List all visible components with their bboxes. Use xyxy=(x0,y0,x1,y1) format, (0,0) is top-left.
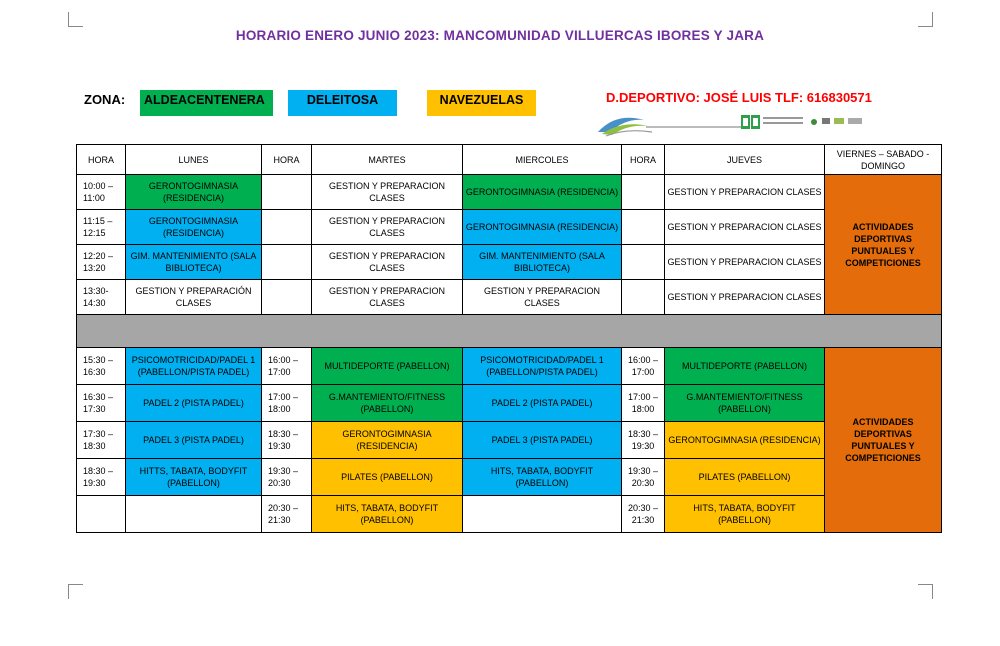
time-cell: 13:30- 14:30 xyxy=(77,280,126,315)
activity-cell: GESTION Y PREPARACION CLASES xyxy=(312,210,463,245)
activity-cell: PSICOMOTRICIDAD/PADEL 1 (PABELLON/PISTA PADEL) xyxy=(126,348,262,385)
activity-cell: PSICOMOTRICIDAD/PADEL 1 (PABELLON/PISTA PADEL) xyxy=(463,348,622,385)
mancomunidad-logo-icon xyxy=(598,118,742,136)
partner-logos-icon xyxy=(811,118,862,125)
header-lunes: LUNES xyxy=(126,145,262,175)
coordinator-contact: D.DEPORTIVO: JOSÉ LUIS TLF: 616830571 xyxy=(606,90,872,105)
empty-cell xyxy=(622,210,665,245)
header-row xyxy=(77,145,942,175)
activity-cell: PADEL 2 (PISTA PADEL) xyxy=(126,385,262,422)
activity-cell: PILATES (PABELLON) xyxy=(665,459,825,496)
table-row xyxy=(77,210,942,245)
activity-cell: GERONTOGIMNASIA (RESIDENCIA) xyxy=(463,210,622,245)
empty-cell xyxy=(126,496,262,533)
activity-cell: GERONTOGIMNASIA (RESIDENCIA) xyxy=(312,422,463,459)
time-cell: 17:00 – 18:00 xyxy=(262,385,312,422)
crop-mark-top-left xyxy=(68,12,83,27)
break-row xyxy=(77,315,942,348)
activity-cell: G.MANTEMIENTO/FITNESS (PABELLON) xyxy=(665,385,825,422)
time-cell: 20:30 – 21:30 xyxy=(262,496,312,533)
activity-cell: GESTION Y PREPARACION CLASES xyxy=(665,175,825,210)
weekend-activities-cell: ACTIVIDADES DEPORTIVAS PUNTUALES Y COMPETICIONES xyxy=(825,348,942,533)
activity-cell: GIM. MANTENIMIENTO (SALA BIBLIOTECA) xyxy=(463,245,622,280)
time-cell: 10:00 – 11:00 xyxy=(77,175,126,210)
weekend-activities-cell: ACTIVIDADES DEPORTIVAS PUNTUALES Y COMPETICIONES xyxy=(825,175,942,315)
header-hora: HORA xyxy=(622,145,665,175)
activity-cell: HITS, TABATA, BODYFIT (PABELLON) xyxy=(312,496,463,533)
table-row xyxy=(77,348,942,385)
schedule-table xyxy=(76,144,942,533)
time-cell: 16:00 – 17:00 xyxy=(262,348,312,385)
table-row xyxy=(77,459,942,496)
zona-aldeacentenera: ALDEACENTENERA xyxy=(140,90,273,116)
activity-cell: GERONTOGIMNASIA (RESIDENCIA) xyxy=(665,422,825,459)
activity-cell: MULTIDEPORTE (PABELLON) xyxy=(665,348,825,385)
activity-cell: GESTION Y PREPARACION CLASES xyxy=(312,280,463,315)
time-cell: 12:20 – 13:20 xyxy=(77,245,126,280)
table-row xyxy=(77,496,942,533)
crop-mark-top-right xyxy=(918,12,933,27)
header-jueves: JUEVES xyxy=(665,145,825,175)
activity-cell: GESTION Y PREPARACION CLASES xyxy=(665,245,825,280)
activity-cell: GESTION Y PREPARACION CLASES xyxy=(665,280,825,315)
zona-deleitosa: DELEITOSA xyxy=(288,90,397,116)
crop-mark-bottom-left xyxy=(68,584,83,599)
activity-cell: GERONTOGIMNASIA (RESIDENCIA) xyxy=(126,175,262,210)
activity-cell: GIM. MANTENIMIENTO (SALA BIBLIOTECA) xyxy=(126,245,262,280)
activity-cell: MULTIDEPORTE (PABELLON) xyxy=(312,348,463,385)
activity-cell: HITS, TABATA, BODYFIT (PABELLON) xyxy=(665,496,825,533)
table-row xyxy=(77,175,942,210)
page-title: HORARIO ENERO JUNIO 2023: MANCOMUNIDAD VILLUERCAS IBORES Y JARA xyxy=(235,28,765,43)
sponsor-logos xyxy=(596,110,876,138)
empty-cell xyxy=(262,280,312,315)
activity-cell: HITS, TABATA, BODYFIT (PABELLON) xyxy=(463,459,622,496)
activity-cell: PADEL 3 (PISTA PADEL) xyxy=(126,422,262,459)
time-cell xyxy=(77,496,126,533)
time-cell: 19:30 – 20:30 xyxy=(622,459,665,496)
table-row xyxy=(77,422,942,459)
activity-cell: GERONTOGIMNASIA (RESIDENCIA) xyxy=(463,175,622,210)
empty-cell xyxy=(463,496,622,533)
time-cell: 15:30 – 16:30 xyxy=(77,348,126,385)
header-hora: HORA xyxy=(262,145,312,175)
header-weekend: VIERNES – SABADO - DOMINGO xyxy=(825,145,942,175)
header-hora: HORA xyxy=(77,145,126,175)
table-row xyxy=(77,245,942,280)
time-cell: 18:30 – 19:30 xyxy=(77,459,126,496)
empty-cell xyxy=(622,280,665,315)
header-martes: MARTES xyxy=(312,145,463,175)
time-cell: 17:00 – 18:00 xyxy=(622,385,665,422)
diputacion-deportes-logo-icon xyxy=(741,115,803,129)
empty-cell xyxy=(262,210,312,245)
time-cell: 19:30 – 20:30 xyxy=(262,459,312,496)
activity-cell: GESTION Y PREPARACION CLASES xyxy=(463,280,622,315)
activity-cell: GERONTOGIMNASIA (RESIDENCIA) xyxy=(126,210,262,245)
empty-cell xyxy=(262,175,312,210)
activity-cell: GESTION Y PREPARACION CLASES xyxy=(665,210,825,245)
time-cell: 17:30 – 18:30 xyxy=(77,422,126,459)
table-row xyxy=(77,280,942,315)
break-separator xyxy=(77,315,942,348)
activity-cell: PADEL 3 (PISTA PADEL) xyxy=(463,422,622,459)
activity-cell: PADEL 2 (PISTA PADEL) xyxy=(463,385,622,422)
empty-cell xyxy=(622,175,665,210)
time-cell: 18:30 – 19:30 xyxy=(262,422,312,459)
zona-navezuelas: NAVEZUELAS xyxy=(427,90,536,116)
time-cell: 11:15 – 12:15 xyxy=(77,210,126,245)
activity-cell: G.MANTEMIENTO/FITNESS (PABELLON) xyxy=(312,385,463,422)
time-cell: 18:30 – 19:30 xyxy=(622,422,665,459)
activity-cell: HITTS, TABATA, BODYFIT (PABELLON) xyxy=(126,459,262,496)
time-cell: 20:30 – 21:30 xyxy=(622,496,665,533)
zona-label: ZONA: xyxy=(84,92,126,107)
time-cell: 16:00 – 17:00 xyxy=(622,348,665,385)
empty-cell xyxy=(622,245,665,280)
activity-cell: GESTION Y PREPARACIÓN CLASES xyxy=(126,280,262,315)
time-cell: 16:30 – 17:30 xyxy=(77,385,126,422)
header-miercoles: MIERCOLES xyxy=(463,145,622,175)
activity-cell: PILATES (PABELLON) xyxy=(312,459,463,496)
empty-cell xyxy=(262,245,312,280)
table-row xyxy=(77,385,942,422)
crop-mark-bottom-right xyxy=(918,584,933,599)
activity-cell: GESTION Y PREPARACION CLASES xyxy=(312,175,463,210)
activity-cell: GESTION Y PREPARACION CLASES xyxy=(312,245,463,280)
